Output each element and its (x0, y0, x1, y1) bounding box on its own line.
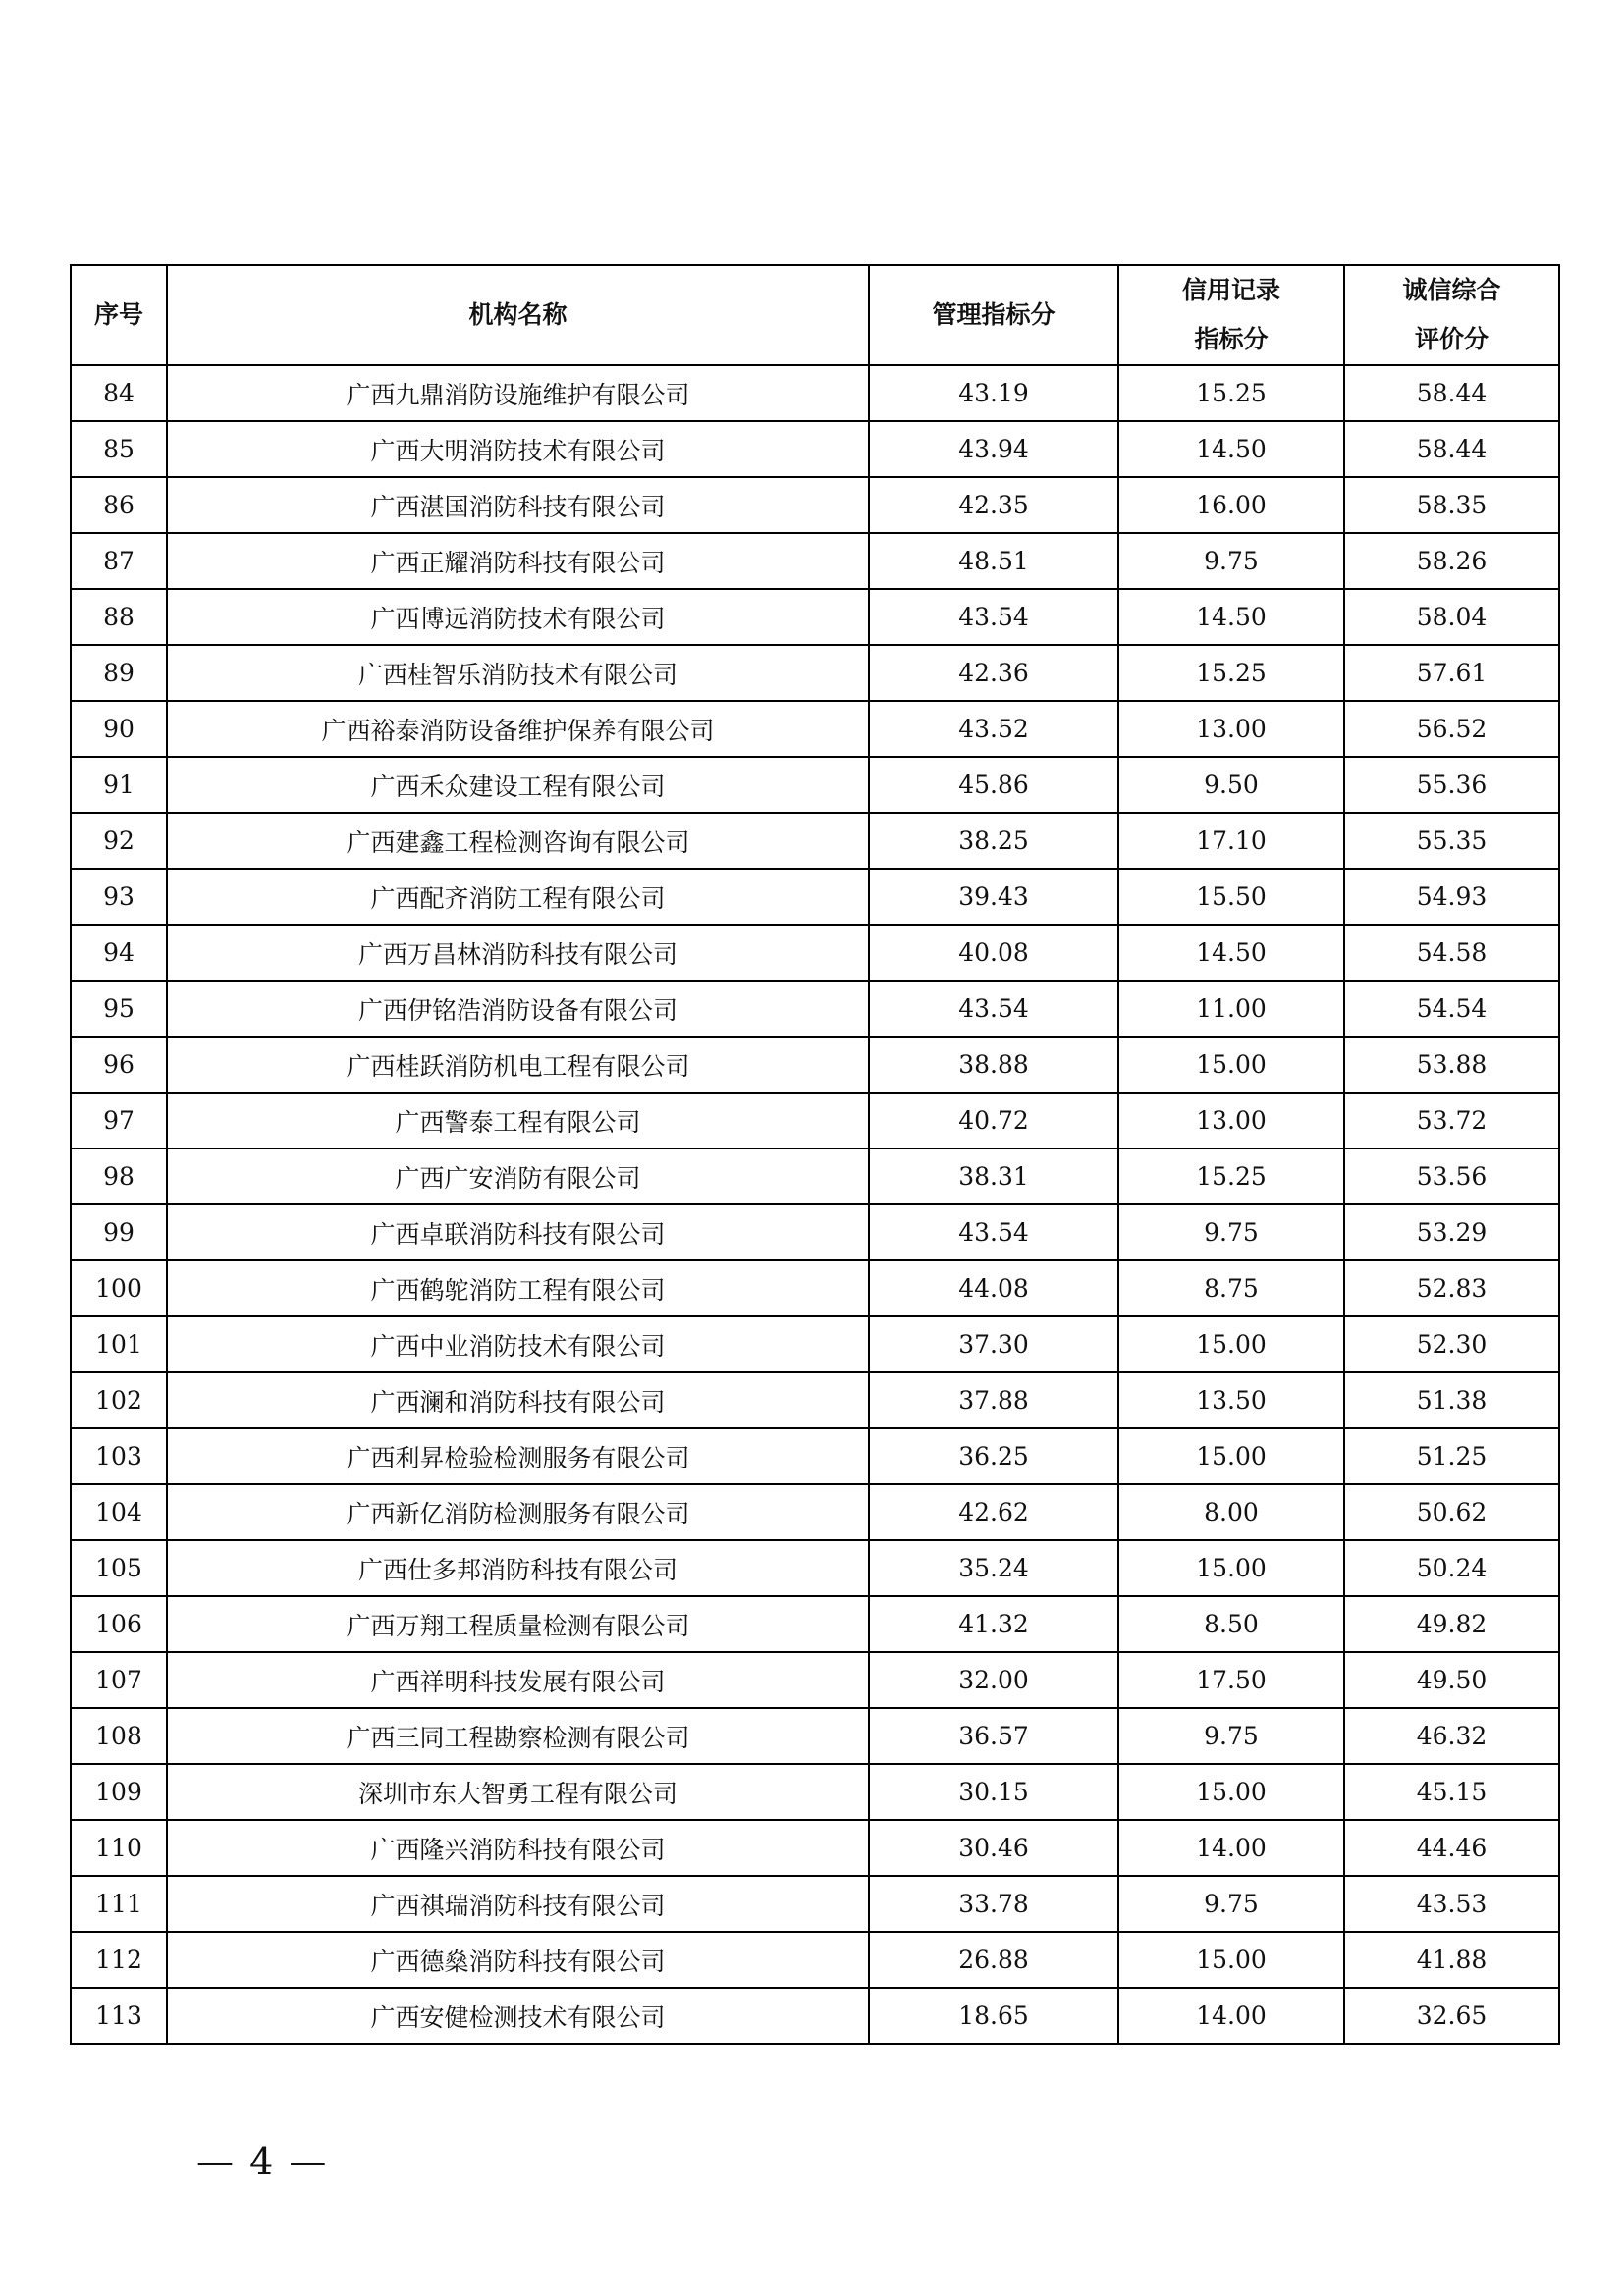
row-seq: 86 (71, 477, 167, 533)
table-row (71, 1148, 1559, 1204)
row-seq: 99 (71, 1204, 167, 1260)
row-mgmt-score: 42.62 (869, 1484, 1118, 1540)
row-org-name: 广西博远消防技术有限公司 (167, 589, 869, 645)
table-row (71, 1764, 1559, 1820)
row-org-name: 广西桂跃消防机电工程有限公司 (167, 1037, 869, 1093)
row-seq: 94 (71, 925, 167, 981)
row-mgmt-score: 32.00 (869, 1652, 1118, 1708)
row-org-name: 广西伊铭浩消防设备有限公司 (167, 981, 869, 1037)
row-total-score: 53.72 (1344, 1093, 1559, 1148)
row-total-score: 51.25 (1344, 1428, 1559, 1484)
row-credit-score: 8.75 (1118, 1260, 1344, 1316)
row-org-name: 广西澜和消防科技有限公司 (167, 1372, 869, 1428)
row-seq: 95 (71, 981, 167, 1037)
row-total-score: 44.46 (1344, 1820, 1559, 1876)
row-credit-score: 11.00 (1118, 981, 1344, 1037)
row-org-name: 广西利昇检验检测服务有限公司 (167, 1428, 869, 1484)
row-mgmt-score: 43.52 (869, 701, 1118, 757)
row-mgmt-score: 18.65 (869, 1988, 1118, 2044)
table-row (71, 1708, 1559, 1764)
row-total-score: 51.38 (1344, 1372, 1559, 1428)
row-seq: 97 (71, 1093, 167, 1148)
header-credit-score-line1: 信用记录 (1181, 276, 1280, 304)
row-credit-score: 9.50 (1118, 757, 1344, 813)
row-seq: 85 (71, 421, 167, 477)
table-row (71, 1204, 1559, 1260)
row-org-name: 广西大明消防技术有限公司 (167, 421, 869, 477)
header-credit-score (1118, 265, 1344, 365)
row-mgmt-score: 43.19 (869, 365, 1118, 421)
row-total-score: 32.65 (1344, 1988, 1559, 2044)
table-row (71, 477, 1559, 533)
table-row (71, 1316, 1559, 1372)
row-seq: 113 (71, 1988, 167, 2044)
row-credit-score: 15.25 (1118, 645, 1344, 701)
row-total-score: 52.30 (1344, 1316, 1559, 1372)
row-credit-score: 9.75 (1118, 1204, 1344, 1260)
row-seq: 93 (71, 869, 167, 925)
header-total-score-line1: 诚信综合 (1402, 276, 1501, 304)
row-total-score: 58.04 (1344, 589, 1559, 645)
row-mgmt-score: 44.08 (869, 1260, 1118, 1316)
row-total-score: 49.50 (1344, 1652, 1559, 1708)
row-mgmt-score: 41.32 (869, 1596, 1118, 1652)
table-row (71, 1037, 1559, 1093)
row-org-name: 广西万翔工程质量检测有限公司 (167, 1596, 869, 1652)
row-total-score: 45.15 (1344, 1764, 1559, 1820)
row-total-score: 56.52 (1344, 701, 1559, 757)
row-total-score: 53.88 (1344, 1037, 1559, 1093)
row-seq: 109 (71, 1764, 167, 1820)
row-org-name: 广西德燊消防科技有限公司 (167, 1932, 869, 1988)
row-credit-score: 9.75 (1118, 1708, 1344, 1764)
row-mgmt-score: 48.51 (869, 533, 1118, 589)
row-seq: 107 (71, 1652, 167, 1708)
row-mgmt-score: 30.46 (869, 1820, 1118, 1876)
row-credit-score: 9.75 (1118, 533, 1344, 589)
row-org-name: 广西中业消防技术有限公司 (167, 1316, 869, 1372)
table-row (71, 1093, 1559, 1148)
row-credit-score: 15.00 (1118, 1932, 1344, 1988)
row-seq: 103 (71, 1428, 167, 1484)
page-number: — 4 — (196, 2140, 329, 2183)
row-credit-score: 13.50 (1118, 1372, 1344, 1428)
row-org-name: 广西裕泰消防设备维护保养有限公司 (167, 701, 869, 757)
row-org-name: 广西卓联消防科技有限公司 (167, 1204, 869, 1260)
row-credit-score: 14.50 (1118, 589, 1344, 645)
row-credit-score: 15.50 (1118, 869, 1344, 925)
row-org-name: 广西鹤鸵消防工程有限公司 (167, 1260, 869, 1316)
row-seq: 90 (71, 701, 167, 757)
table-row (71, 365, 1559, 421)
row-org-name: 广西祺瑞消防科技有限公司 (167, 1876, 869, 1932)
row-mgmt-score: 43.54 (869, 589, 1118, 645)
header-total-score-line2: 评价分 (1414, 325, 1489, 353)
row-total-score: 54.54 (1344, 981, 1559, 1037)
row-credit-score: 15.25 (1118, 1148, 1344, 1204)
row-total-score: 43.53 (1344, 1876, 1559, 1932)
row-total-score: 49.82 (1344, 1596, 1559, 1652)
row-seq: 89 (71, 645, 167, 701)
row-total-score: 52.83 (1344, 1260, 1559, 1316)
row-seq: 87 (71, 533, 167, 589)
score-table (70, 264, 1560, 2045)
row-total-score: 58.44 (1344, 365, 1559, 421)
table-row (71, 1932, 1559, 1988)
table-row (71, 1596, 1559, 1652)
row-mgmt-score: 30.15 (869, 1764, 1118, 1820)
row-credit-score: 15.00 (1118, 1316, 1344, 1372)
header-org-name: 机构名称 (167, 265, 869, 365)
header-seq: 序号 (71, 265, 167, 365)
row-credit-score: 13.00 (1118, 1093, 1344, 1148)
table-row (71, 1652, 1559, 1708)
row-mgmt-score: 42.35 (869, 477, 1118, 533)
row-mgmt-score: 40.08 (869, 925, 1118, 981)
row-seq: 108 (71, 1708, 167, 1764)
row-mgmt-score: 39.43 (869, 869, 1118, 925)
row-org-name: 广西禾众建设工程有限公司 (167, 757, 869, 813)
row-credit-score: 9.75 (1118, 1876, 1344, 1932)
row-org-name: 广西祥明科技发展有限公司 (167, 1652, 869, 1708)
row-credit-score: 8.00 (1118, 1484, 1344, 1540)
table-row (71, 1820, 1559, 1876)
row-credit-score: 15.00 (1118, 1037, 1344, 1093)
row-org-name: 广西仕多邦消防科技有限公司 (167, 1540, 869, 1596)
table-row (71, 925, 1559, 981)
row-seq: 100 (71, 1260, 167, 1316)
row-total-score: 54.93 (1344, 869, 1559, 925)
row-credit-score: 14.50 (1118, 421, 1344, 477)
table-row (71, 421, 1559, 477)
row-credit-score: 15.00 (1118, 1540, 1344, 1596)
row-mgmt-score: 37.88 (869, 1372, 1118, 1428)
row-org-name: 广西广安消防有限公司 (167, 1148, 869, 1204)
row-total-score: 53.56 (1344, 1148, 1559, 1204)
row-org-name: 广西三同工程勘察检测有限公司 (167, 1708, 869, 1764)
header-mgmt-score: 管理指标分 (869, 265, 1118, 365)
row-total-score: 58.26 (1344, 533, 1559, 589)
row-mgmt-score: 43.54 (869, 981, 1118, 1037)
row-credit-score: 16.00 (1118, 477, 1344, 533)
row-mgmt-score: 38.25 (869, 813, 1118, 869)
row-credit-score: 17.50 (1118, 1652, 1344, 1708)
row-total-score: 50.24 (1344, 1540, 1559, 1596)
row-org-name: 广西湛国消防科技有限公司 (167, 477, 869, 533)
row-total-score: 53.29 (1344, 1204, 1559, 1260)
row-org-name: 广西万昌林消防科技有限公司 (167, 925, 869, 981)
table-header-row (71, 265, 1559, 365)
row-mgmt-score: 38.31 (869, 1148, 1118, 1204)
row-mgmt-score: 43.54 (869, 1204, 1118, 1260)
row-org-name: 深圳市东大智勇工程有限公司 (167, 1764, 869, 1820)
table-body (71, 365, 1559, 2044)
row-seq: 105 (71, 1540, 167, 1596)
row-mgmt-score: 37.30 (869, 1316, 1118, 1372)
table-row (71, 869, 1559, 925)
row-total-score: 58.35 (1344, 477, 1559, 533)
row-credit-score: 14.00 (1118, 1820, 1344, 1876)
row-mgmt-score: 35.24 (869, 1540, 1118, 1596)
table-row (71, 1540, 1559, 1596)
row-org-name: 广西隆兴消防科技有限公司 (167, 1820, 869, 1876)
row-org-name: 广西建鑫工程检测咨询有限公司 (167, 813, 869, 869)
row-seq: 104 (71, 1484, 167, 1540)
row-org-name: 广西桂智乐消防技术有限公司 (167, 645, 869, 701)
table-row (71, 1428, 1559, 1484)
row-seq: 102 (71, 1372, 167, 1428)
row-credit-score: 17.10 (1118, 813, 1344, 869)
row-total-score: 58.44 (1344, 421, 1559, 477)
row-total-score: 55.36 (1344, 757, 1559, 813)
row-seq: 101 (71, 1316, 167, 1372)
row-seq: 96 (71, 1037, 167, 1093)
row-org-name: 广西警泰工程有限公司 (167, 1093, 869, 1148)
row-mgmt-score: 33.78 (869, 1876, 1118, 1932)
row-total-score: 57.61 (1344, 645, 1559, 701)
table-row (71, 589, 1559, 645)
row-credit-score: 14.00 (1118, 1988, 1344, 2044)
row-mgmt-score: 36.25 (869, 1428, 1118, 1484)
row-mgmt-score: 40.72 (869, 1093, 1118, 1148)
table-row (71, 1876, 1559, 1932)
table-row (71, 1372, 1559, 1428)
row-seq: 111 (71, 1876, 167, 1932)
row-seq: 110 (71, 1820, 167, 1876)
row-total-score: 46.32 (1344, 1708, 1559, 1764)
row-credit-score: 14.50 (1118, 925, 1344, 981)
row-total-score: 41.88 (1344, 1932, 1559, 1988)
row-credit-score: 8.50 (1118, 1596, 1344, 1652)
table-row (71, 981, 1559, 1037)
row-mgmt-score: 36.57 (869, 1708, 1118, 1764)
row-mgmt-score: 38.88 (869, 1037, 1118, 1093)
table-row (71, 533, 1559, 589)
row-credit-score: 15.25 (1118, 365, 1344, 421)
row-credit-score: 13.00 (1118, 701, 1344, 757)
table-row (71, 757, 1559, 813)
row-mgmt-score: 43.94 (869, 421, 1118, 477)
table-row (71, 645, 1559, 701)
row-org-name: 广西正耀消防科技有限公司 (167, 533, 869, 589)
row-org-name: 广西安健检测技术有限公司 (167, 1988, 869, 2044)
row-seq: 91 (71, 757, 167, 813)
table-row (71, 1988, 1559, 2044)
row-credit-score: 15.00 (1118, 1764, 1344, 1820)
row-seq: 84 (71, 365, 167, 421)
header-credit-score-line2: 指标分 (1194, 325, 1269, 353)
row-mgmt-score: 45.86 (869, 757, 1118, 813)
row-total-score: 54.58 (1344, 925, 1559, 981)
row-seq: 106 (71, 1596, 167, 1652)
row-org-name: 广西新亿消防检测服务有限公司 (167, 1484, 869, 1540)
row-seq: 112 (71, 1932, 167, 1988)
header-total-score (1344, 265, 1559, 365)
row-total-score: 50.62 (1344, 1484, 1559, 1540)
row-org-name: 广西配齐消防工程有限公司 (167, 869, 869, 925)
table-row (71, 1484, 1559, 1540)
row-org-name: 广西九鼎消防设施维护有限公司 (167, 365, 869, 421)
row-mgmt-score: 26.88 (869, 1932, 1118, 1988)
row-seq: 88 (71, 589, 167, 645)
row-seq: 92 (71, 813, 167, 869)
table-row (71, 701, 1559, 757)
row-mgmt-score: 42.36 (869, 645, 1118, 701)
row-credit-score: 15.00 (1118, 1428, 1344, 1484)
row-total-score: 55.35 (1344, 813, 1559, 869)
table-row (71, 1260, 1559, 1316)
row-seq: 98 (71, 1148, 167, 1204)
table-row (71, 813, 1559, 869)
